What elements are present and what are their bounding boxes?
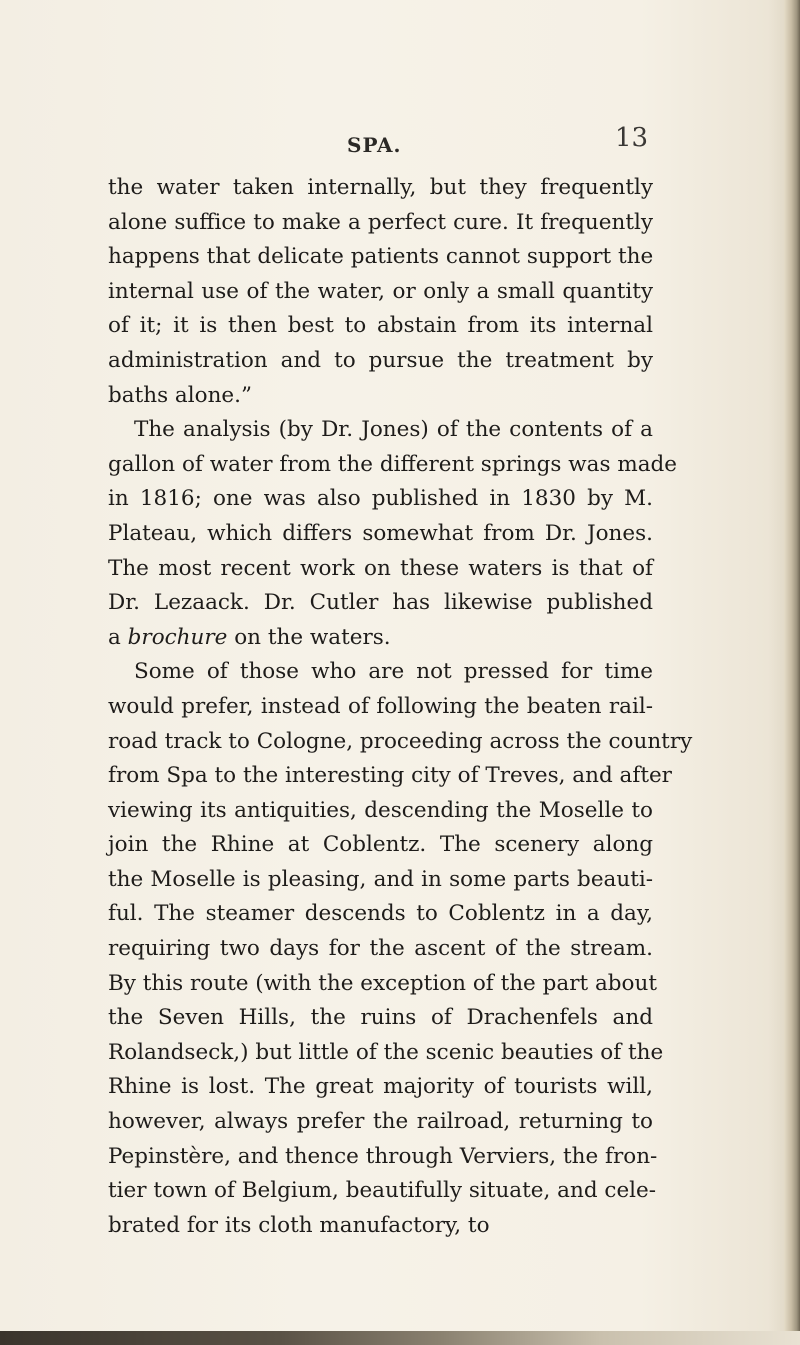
running-title: SPA. — [347, 133, 402, 157]
text-line: Rhine is lost. The great majority of tourists will, — [108, 1074, 653, 1100]
text-line: By this route (with the exception of the part about — [108, 970, 657, 996]
page-number: 13 — [615, 123, 649, 153]
text-line: ful. The steamer descends to Coblentz in a day, — [108, 901, 653, 927]
text-line-brochure — [108, 621, 653, 656]
text-line: internal use of the water, or only a small quantity — [108, 278, 653, 304]
text-line: The most recent work on these waters is that of — [108, 555, 653, 581]
text-line: in 1816; one was also published in 1830 by M. — [108, 486, 653, 512]
body-text — [108, 171, 693, 1243]
text-line: from Spa to the interesting city of Treves, and after — [108, 763, 672, 789]
page-right-edge — [784, 0, 800, 1345]
text-line: the water taken internally, but they frequently — [108, 175, 653, 200]
text-line: Rolandseck,) but little of the scenic beauties of the — [108, 1039, 664, 1065]
text-line: The analysis (by Dr. Jones) of the contents of a — [134, 417, 653, 443]
text-span: a — [108, 624, 128, 650]
italic-word: brochure — [127, 624, 228, 650]
text-line: gallon of water from the different springs was made — [108, 451, 678, 477]
text-line: however, always prefer the railroad, returning to — [108, 1109, 653, 1135]
text-line: road track to Cologne, proceeding across the country — [108, 728, 693, 754]
text-line: join the Rhine at Coblentz. The scenery along — [108, 832, 653, 858]
text-line: viewing its antiquities, descending the Moselle to — [108, 797, 653, 823]
running-head — [0, 123, 800, 163]
text-line: requiring two days for the ascent of the stream. — [108, 936, 653, 962]
text-line: the Seven Hills, the ruins of Drachenfels and — [108, 1005, 653, 1031]
text-line: Plateau, which differs somewhat from Dr. Jones. — [108, 520, 653, 546]
text-line: tier town of Belgium, beautifully situate, and cele- — [108, 1178, 657, 1204]
text-line: Dr. Lezaack. Dr. Cutler has likewise published — [108, 590, 653, 616]
page-bottom-edge — [0, 1331, 800, 1345]
text-line: the Moselle is pleasing, and in some parts beauti- — [108, 866, 653, 892]
text-line: alone suffice to make a perfect cure. It frequently — [108, 209, 653, 235]
text-line: administration and to pursue the treatment by — [108, 347, 653, 373]
text-span: on the waters. — [227, 624, 391, 650]
text-line: brated for its cloth manufactory, to — [108, 1212, 490, 1238]
text-line: happens that delicate patients cannot support the — [108, 244, 654, 270]
text-line: would prefer, instead of following the beaten rail- — [108, 693, 653, 719]
text-line: of it; it is then best to abstain from its internal — [108, 313, 653, 339]
text-line: Some of those who are not pressed for time — [134, 659, 653, 685]
text-line: Pepinstère, and thence through Verviers, the fron- — [108, 1143, 658, 1169]
text-line: baths alone.” — [108, 382, 252, 408]
